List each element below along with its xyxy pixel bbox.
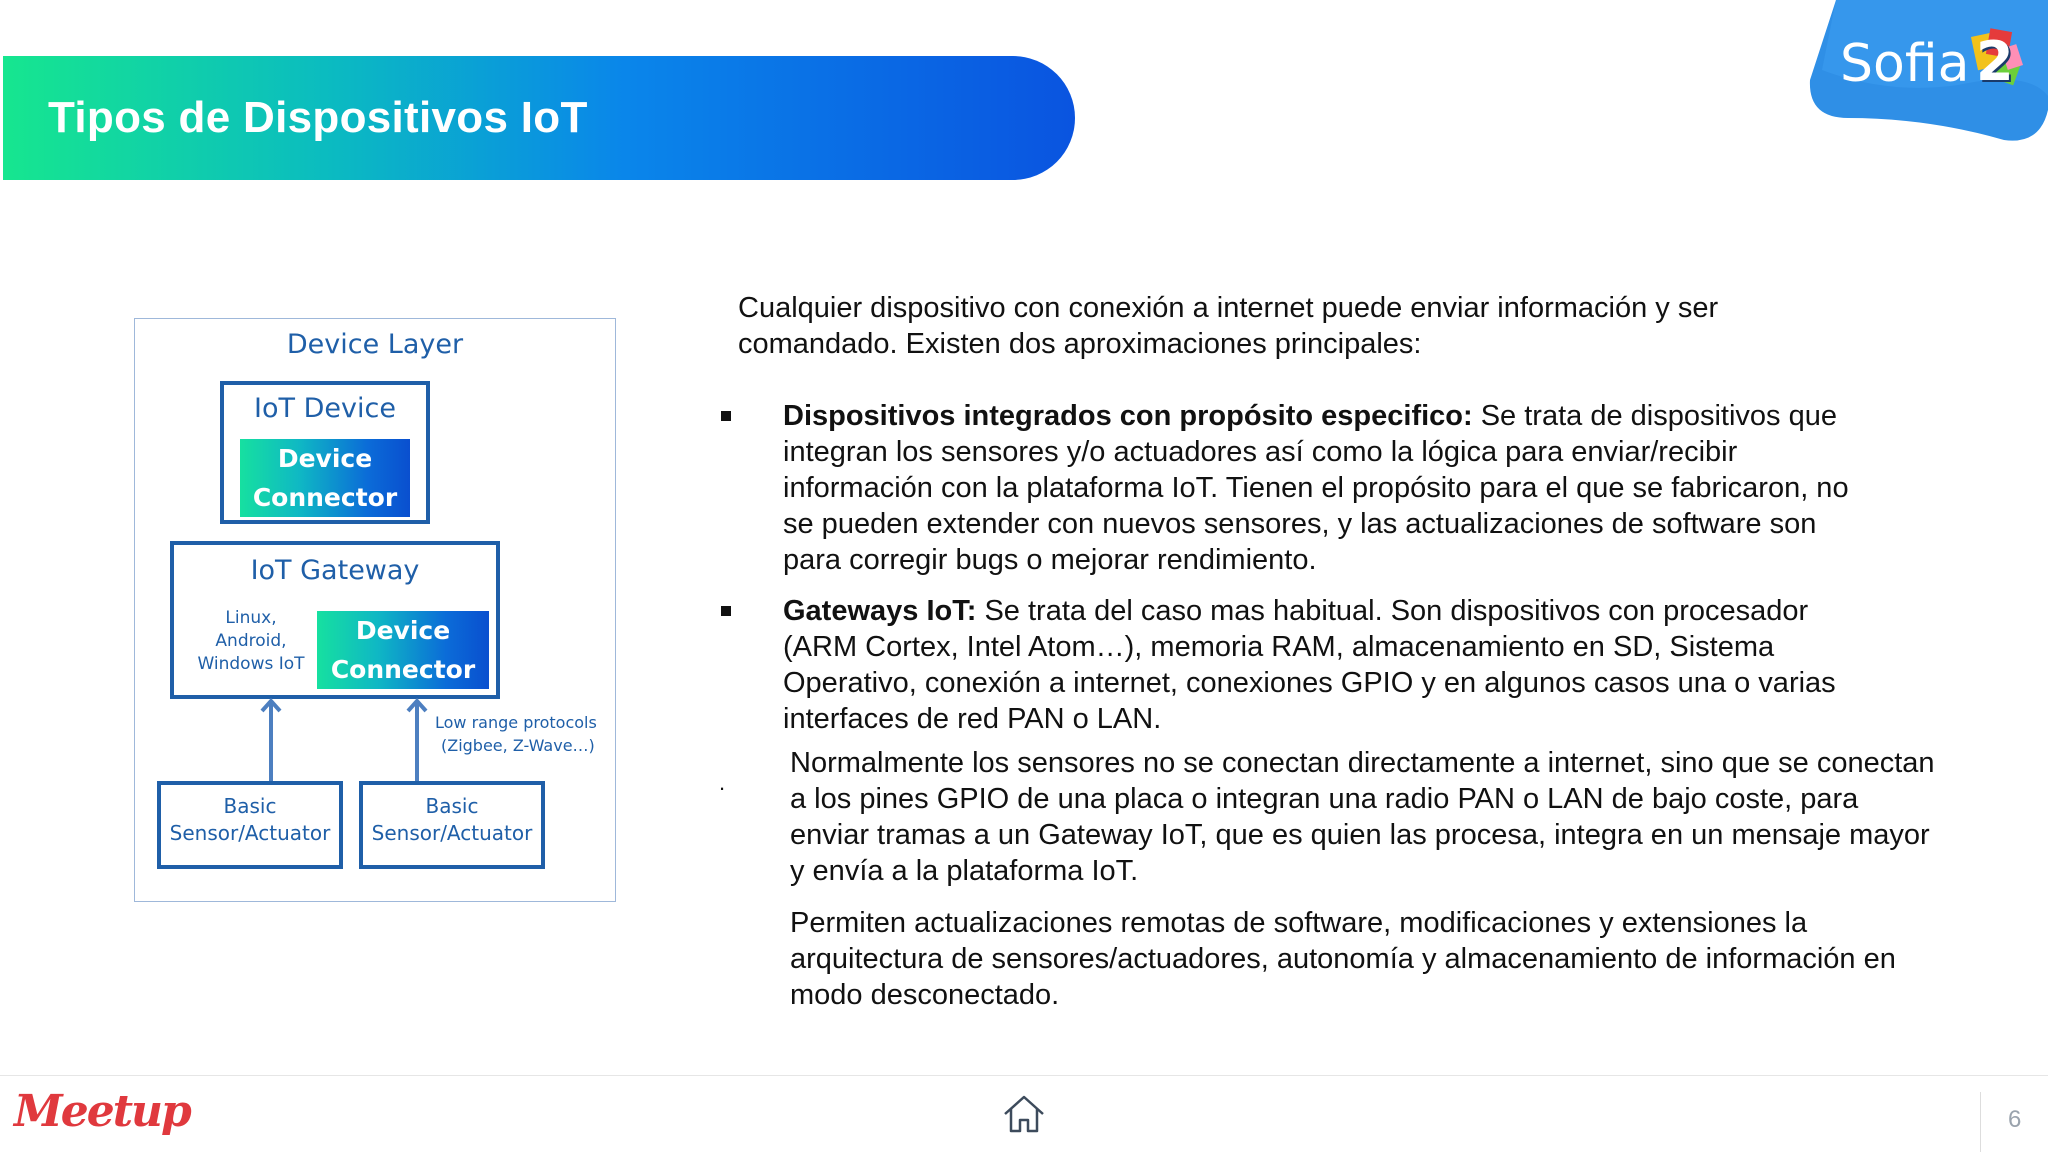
bullet-icon <box>721 606 731 616</box>
paragraph-line: Normalmente los sensores no se conectan directamente a internet, sino que se conectan <box>790 747 1935 779</box>
sensor-line2: Sensor/Actuator <box>371 821 533 845</box>
bullet-text: se pueden extender con nuevos sensores, y las actualizaciones de software son <box>783 508 1817 540</box>
slide-title: Tipos de Dispositivos IoT <box>48 93 588 142</box>
iot-gateway-box <box>170 541 500 699</box>
device-layer-diagram <box>134 318 616 902</box>
intro-text <box>738 290 1938 362</box>
footer-divider <box>0 1075 2048 1076</box>
device-connector <box>240 439 410 517</box>
bullet-gateways-iot <box>783 593 1913 737</box>
bullet-heading: Gateways IoT: <box>783 595 977 627</box>
sofia2-logo <box>1808 0 2048 145</box>
paragraph-line: y envía a la plataforma IoT. <box>790 855 1139 887</box>
home-icon[interactable] <box>1002 1093 1046 1135</box>
iot-device-box <box>220 381 430 524</box>
bullet-text: Operativo, conexión a internet, conexiones GPIO y en algunos casos una o varias <box>783 667 1836 699</box>
intro-line: Cualquier dispositivo con conexión a internet puede enviar información y ser <box>738 292 1719 324</box>
logo-text: Sofia <box>1840 34 1970 94</box>
bullet-text: integran los sensores y/o actuadores así como la lógica para enviar/recibir <box>783 436 1738 468</box>
protocols-line1: Low range protocols <box>435 713 597 732</box>
protocols-line2: (Zigbee, Z-Wave…) <box>441 736 595 755</box>
iot-gateway-title: IoT Gateway <box>250 555 420 586</box>
gateway-os-list <box>186 607 316 676</box>
arrow-up-icon <box>260 697 282 781</box>
os-android: Android, <box>215 631 287 651</box>
page-number-divider <box>1980 1092 1981 1152</box>
sensor-line1: Basic <box>223 794 277 818</box>
iot-device-title: IoT Device <box>254 393 396 424</box>
paragraph-sensores <box>790 745 1980 889</box>
sensor-line2: Sensor/Actuator <box>169 821 331 845</box>
gateway-device-connector <box>317 611 489 689</box>
bullet-dispositivos-integrados <box>783 398 1913 578</box>
protocols-label <box>435 711 617 757</box>
connector-line1: Device <box>355 616 451 645</box>
bullet-heading: Dispositivos integrados con propósito especifico: <box>783 400 1473 432</box>
bullet-text: interfaces de red PAN o LAN. <box>783 703 1162 735</box>
bullet-icon <box>721 411 731 421</box>
title-banner <box>3 56 1075 180</box>
paragraph-line: enviar tramas a un Gateway IoT, que es quien las procesa, integra en un mensaje mayor <box>790 819 1930 851</box>
sensor-line1: Basic <box>425 794 479 818</box>
os-windows-iot: Windows IoT <box>197 654 305 674</box>
bullet-text: información con la plataforma IoT. Tienen el propósito para el que se fabricaron, no <box>783 472 1849 504</box>
paragraph-actualizaciones <box>790 905 1980 1013</box>
bullet-text: para corregir bugs o mejorar rendimiento. <box>783 544 1317 576</box>
bullet-text: Se trata de dispositivos que <box>1472 400 1837 432</box>
page-number: 6 <box>2008 1106 2022 1133</box>
meetup-logo: Meetup <box>14 1086 190 1137</box>
device-layer-title: Device Layer <box>286 329 464 360</box>
paragraph-line: arquitectura de sensores/actuadores, autonomía y almacenamiento de información en <box>790 943 1896 975</box>
connector-line1: Device <box>277 444 373 473</box>
logo-badge: 2 <box>1976 30 2014 93</box>
sensor-box <box>157 781 343 869</box>
connector-line2: Connector <box>330 655 476 684</box>
connector-line2: Connector <box>252 483 398 512</box>
paragraph-line: a los pines GPIO de una placa o integran una radio PAN o LAN de bajo coste, para <box>790 783 1859 815</box>
stray-dot: . <box>719 770 726 795</box>
bullet-text: (ARM Cortex, Intel Atom…), memoria RAM, almacenamiento en SD, Sistema <box>783 631 1775 663</box>
intro-line: comandado. Existen dos aproximaciones principales: <box>738 328 1422 360</box>
bullet-text: Se trata del caso mas habitual. Son dispositivos con procesador <box>976 595 1809 627</box>
sensor-box <box>359 781 545 869</box>
paragraph-line: Permiten actualizaciones remotas de software, modificaciones y extensiones la <box>790 907 1808 939</box>
paragraph-line: modo desconectado. <box>790 979 1060 1011</box>
os-linux: Linux, <box>225 608 277 628</box>
arrow-up-icon <box>406 697 428 781</box>
